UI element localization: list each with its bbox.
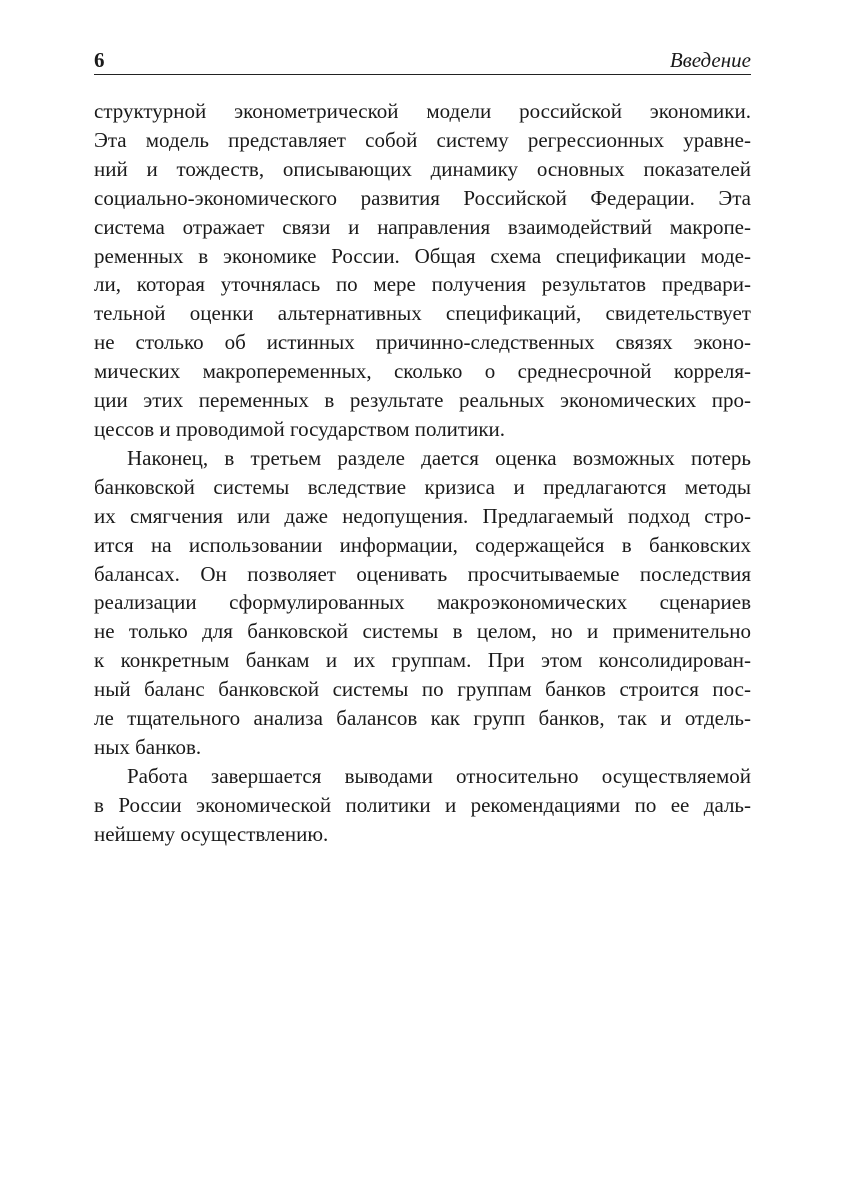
text-line: ных банков. — [94, 734, 202, 759]
text-line: к конкретным банкам и их группам. При этом консолидирован- — [94, 648, 751, 673]
text-line: мических макропеременных, сколько о среднесрочной корреля- — [94, 359, 751, 384]
running-title: Введение — [669, 48, 751, 72]
text-line: структурной эконометрической модели российской экономики. — [94, 99, 751, 123]
text-line: ле тщательного анализа балансов как групп банков, так и отдель- — [94, 706, 751, 731]
paragraph-1 — [94, 97, 751, 444]
text-line: социально-экономического развития Российской Федерации. Эта — [94, 185, 751, 210]
paragraph-2 — [94, 444, 751, 762]
text-line: Работа завершается выводами относительно осуществляемой — [127, 763, 751, 788]
text-line: не столько об истинных причинно-следственных связях эконо- — [94, 330, 751, 355]
text-line: ции этих переменных в результате реальных экономических про- — [94, 388, 751, 413]
text-line: система отражает связи и направления взаимодействий макропе- — [94, 214, 751, 239]
text-line: их смягчения или даже недопущения. Предлагаемый подход стро- — [94, 503, 751, 528]
paragraph-3 — [94, 762, 751, 849]
page-number: 6 — [94, 48, 105, 72]
text-line: ли, которая уточнялась по мере получения результатов предвари- — [94, 272, 751, 297]
text-line: ний и тождеств, описывающих динамику основных показателей — [94, 156, 751, 181]
text-line: Наконец, в третьем разделе дается оценка возможных потерь — [127, 445, 751, 470]
text-line: Эта модель представляет собой систему регрессионных уравне- — [94, 127, 751, 152]
text-line: банковской системы вследствие кризиса и предлагаются методы — [94, 474, 751, 499]
text-line: не только для банковской системы в целом, но и применительно — [94, 619, 751, 644]
text-line: ременных в экономике России. Общая схема спецификации моде- — [94, 243, 751, 268]
text-line: цессов и проводимой государством политики. — [94, 416, 506, 441]
text-line: реализации сформулированных макроэкономических сценариев — [94, 590, 751, 615]
text-line: ный баланс банковской системы по группам банков строится пос- — [94, 677, 751, 702]
running-header — [94, 46, 751, 75]
text-line: нейшему осуществлению. — [94, 821, 329, 846]
body-text — [94, 97, 751, 849]
text-line: в России экономической политики и рекомендациями по ее даль- — [94, 792, 751, 817]
text-line: ится на использовании информации, содержащейся в банковских — [94, 532, 751, 557]
text-line: балансах. Он позволяет оценивать просчитываемые последствия — [94, 561, 751, 586]
text-line: тельной оценки альтернативных спецификаций, свидетельствует — [94, 301, 751, 326]
